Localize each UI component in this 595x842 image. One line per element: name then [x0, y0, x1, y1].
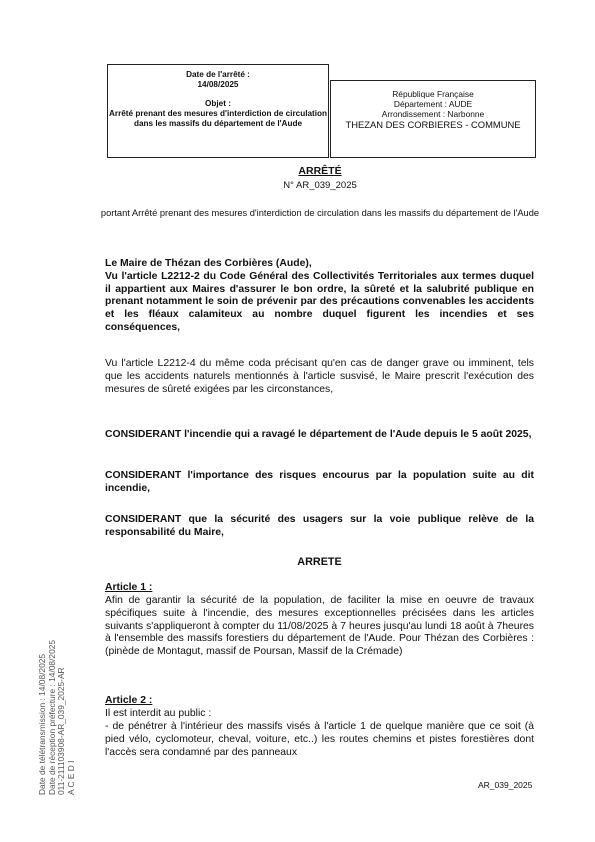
decree-heading: ARRÊTÉ — [298, 165, 342, 177]
decree-number: N° AR_039_2025 — [283, 180, 357, 191]
objet-text: Arrêté prenant des mesures d'interdiction de circulation dans les massifs du département de l'Aude — [108, 109, 328, 128]
article-2-intro: Il est interdit au public : — [105, 708, 212, 719]
considerant-1 — [105, 429, 534, 442]
considerant-1-lead: CONSIDERANT — [105, 429, 182, 440]
stamp-line-4: A C E D I — [65, 760, 76, 795]
preamble-block — [105, 258, 534, 335]
article-2-title: Article 2 : — [105, 695, 153, 706]
considerant-3-lead: CONSIDERANT — [105, 514, 182, 525]
article-1-title: Article 1 : — [105, 582, 153, 593]
arrete-heading: ARRETE — [297, 556, 342, 568]
stamp-line-2: Date de réception préfecture : 14/08/2025 — [46, 639, 57, 795]
header-right-box — [330, 80, 536, 158]
vu-article-l2212-2: Vu l'article L2212-2 du Code Général des Collectivités Territoriales aux termes duquel il appartient aux Maires d'assurer le bon ordre, la sûreté et la salubrité publique en prenant notamment le soin de prévenir par des précautions convenables les accidents et les fléaux calamiteux au nombre duquel figurent les incendies et ses conséquences, — [105, 270, 534, 333]
considerant-3-text: que la sécurité des usagers sur la voie publique relève de la responsabilité du Maire, — [105, 514, 534, 538]
republic-line: République Française — [392, 89, 474, 99]
stamp-line-1: Date de télétransmission : 14/08/2025 — [37, 653, 47, 795]
considerant-2-text: l'importance des risques encourus par la population suite au dit incendie, — [105, 470, 534, 494]
considerant-3 — [105, 514, 534, 540]
footer-reference: AR_039_2025 — [478, 780, 533, 790]
header-left-box — [107, 64, 329, 158]
transmission-stamp — [38, 595, 76, 795]
commune-line: THEZAN DES CORBIERES - COMMUNE — [345, 119, 521, 130]
decree-date-label: Date de l'arrêté : — [186, 70, 250, 79]
considerant-2 — [105, 470, 534, 496]
considerant-1-text: l'incendie qui a ravagé le département de l'Aude depuis le 5 août 2025, — [181, 429, 532, 440]
article-1-text: Afin de garantir la sécurité de la population, de faciliter la mise en oeuvre de travaux spécifiques suite à l'incendie, des mesures exceptionnelles précisées dans les articles suivants s'appliqueront à compter du 11/08/2025 à 7 heures jusqu'au lundi 18 août à 7heures à l'ensemble des massifs forestiers du département de l'Aude. Pour Thézan des Corbières : (pinède de Montagut, massif de Poursan, Massif de la Crémade) — [105, 595, 534, 658]
mayor-line: Le Maire de Thézan des Corbières (Aude), — [105, 258, 312, 269]
arrondissement-line: Arrondissement : Narbonne — [381, 109, 485, 119]
decree-purpose: portant Arrêté prenant des mesures d'interdiction de circulation dans les massifs du département de l'Aude — [100, 208, 540, 218]
department-line: Département : AUDE — [393, 99, 473, 109]
stamp-line-3: 011-211103908-AR_039_2025-AR — [56, 667, 67, 795]
considerant-2-lead: CONSIDERANT — [105, 470, 182, 481]
vu-article-l2212-4: Vu l'article L2212-4 du même coda précisant qu'en cas de danger grave ou imminent, tels que les accidents naturels mentionnés à l'article susvisé, le Maire prescrit l'exécution des mesures de sûreté exigées par les circonstances, — [105, 358, 534, 395]
decree-date-value: 14/08/2025 — [197, 80, 239, 89]
objet-label: Objet : — [205, 99, 231, 108]
article-2-bullet: - de pénétrer à l'intérieur des massifs visés à l'article 1 de quelque manière que ce soit (à pied vélo, cyclomoteur, cheval, voiture, etc..) les routes chemins et pistes forestières dont l'accès sera condamné par des panneaux — [105, 721, 534, 758]
